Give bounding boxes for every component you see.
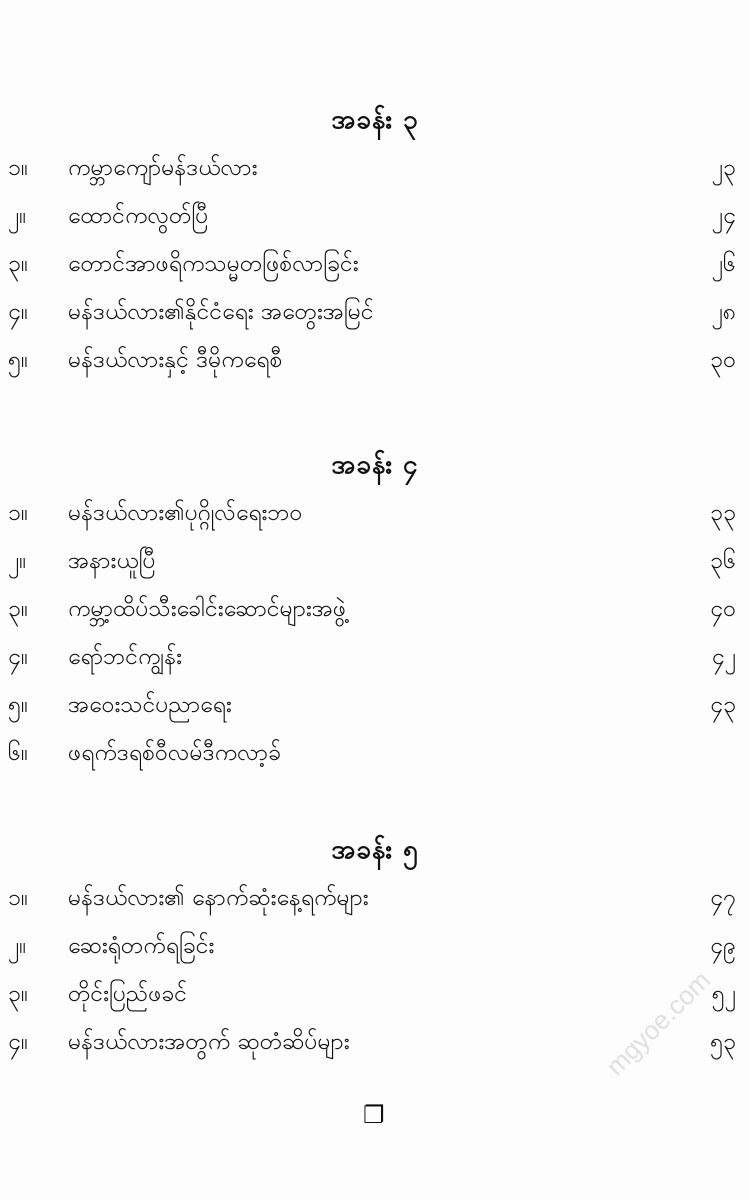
toc-entry: [0, 192, 750, 240]
toc-entry: [0, 240, 750, 288]
entry-page: ၄၃: [710, 692, 736, 718]
entry-title: တိုင်းပြည်ဖခင်: [68, 981, 188, 1007]
entry-number: ၂။: [8, 933, 27, 959]
entry-number: ၃။: [8, 596, 28, 622]
toc-entry: [0, 681, 750, 729]
entry-title: ထောင်ကလွတ်ပြီ: [68, 203, 209, 229]
entry-number: ၃။: [8, 981, 28, 1007]
entry-title: ဆေးရုံတက်ရခြင်း: [68, 933, 215, 959]
watermark-text: mgyoe.com: [600, 964, 717, 1082]
entry-number: ၅။: [8, 692, 28, 718]
entry-page: ၃၃: [710, 500, 736, 526]
entry-title: အနားယူပြီ: [68, 548, 156, 574]
toc-entry: [0, 144, 750, 192]
entry-number: ၁။: [8, 155, 28, 181]
chapter-title: အခန်း ၃: [331, 105, 419, 135]
entry-page: ၂၃: [711, 155, 736, 181]
toc-entry: [0, 537, 750, 585]
entry-number: ၆။: [8, 740, 28, 766]
toc-entry: [0, 729, 750, 777]
toc-entry: [0, 922, 750, 970]
entry-number: ၄။: [8, 644, 28, 670]
chapter-title: အခန်း ၄: [331, 450, 419, 480]
entry-number: ၅။: [8, 347, 28, 373]
entry-page: ၅၂: [711, 981, 736, 1007]
toc-entry: [0, 970, 750, 1018]
entry-page: ၃၀: [710, 347, 736, 373]
toc-entry: [0, 288, 750, 336]
entry-title: မန်ဒယ်လား၏နိုင်ငံရေး အတွေးအမြင်: [68, 299, 374, 325]
entry-title: ကမ္ဘာ့ထိပ်သီးခေါင်းဆောင်များအဖွဲ့: [68, 596, 346, 622]
entry-title: မန်ဒယ်လား၏ နောက်ဆုံးနေ့ရက်များ: [68, 885, 369, 911]
entry-page: ၂၆: [711, 251, 736, 277]
toc-entry: [0, 336, 750, 384]
entry-number: ၂။: [8, 548, 27, 574]
entry-page: ၄၀: [710, 596, 736, 622]
toc-entry: [0, 633, 750, 681]
chapter-title: အခန်း ၅: [331, 835, 419, 865]
end-mark-icon: ❐: [363, 1101, 385, 1129]
entry-page: ၄၉: [710, 933, 736, 959]
entry-page: ၃၆: [710, 548, 736, 574]
entry-title: ရော်ဘင်ကျွန်း: [68, 644, 182, 670]
toc-entry: [0, 489, 750, 537]
chapter-3-section: [0, 100, 750, 384]
entry-page: ၄၂: [711, 644, 736, 670]
entry-title: မန်ဒယ်လားနှင့် ဒီမိုကရေစီ: [68, 347, 283, 373]
entry-page: ၄၇: [710, 885, 736, 911]
entry-number: ၁။: [8, 500, 28, 526]
entry-number: ၄။: [8, 299, 28, 325]
entry-number: ၁။: [8, 885, 28, 911]
entry-number: ၂။: [8, 203, 27, 229]
entry-number: ၄။: [8, 1029, 28, 1055]
toc-entry: [0, 585, 750, 633]
entry-number: ၃။: [8, 251, 28, 277]
entry-title: အဝေးသင်ပညာရေး: [68, 692, 232, 718]
chapter-4-section: [0, 445, 750, 777]
entry-title: ကမ္ဘာကျော်မန်ဒယ်လား: [68, 155, 258, 181]
entry-title: မန်ဒယ်လား၏ပုဂ္ဂိုလ်ရေးဘဝ: [68, 500, 303, 526]
entry-page: ၂၄: [711, 203, 736, 229]
entry-title: ဖရက်ဒရစ်ဝီလမ်ဒီကလာ့ခ်: [68, 740, 282, 766]
toc-entry: [0, 874, 750, 922]
entry-page: ၂၈: [711, 299, 736, 325]
entry-title: တောင်အာဖရိကသမ္မတဖြစ်လာခြင်း: [68, 251, 359, 277]
entry-title: မန်ဒယ်လားအတွက် ဆုတံဆိပ်များ: [68, 1029, 350, 1055]
entry-page: ၅၃: [710, 1029, 736, 1055]
